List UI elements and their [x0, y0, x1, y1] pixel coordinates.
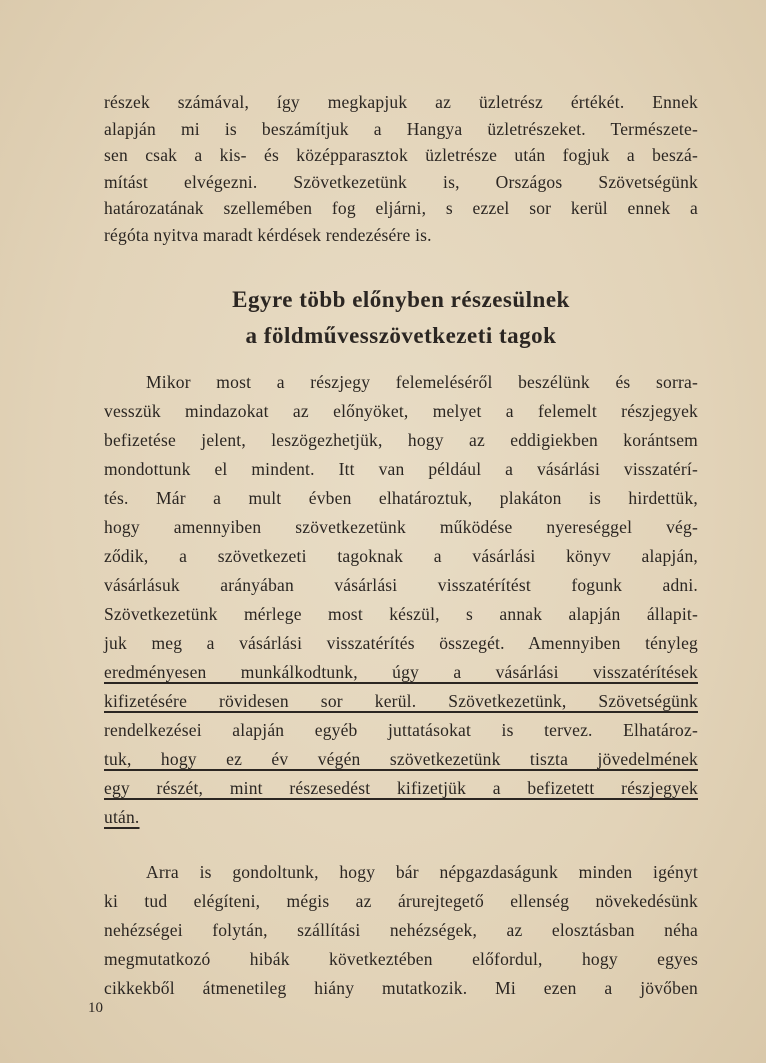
text-line: cikkekből átmenetileg hiány mutatkozik. Mi ezen a jövőben — [104, 978, 698, 998]
text-line: ződik, a szövetkezeti tagoknak a vásárlási könyv alapján, — [104, 546, 698, 566]
text-line: rendelkezései alapján egyéb juttatásokat is tervez. Elhatároz- — [104, 720, 698, 740]
text-line: Mikor most a részjegy felemeléséről beszélünk és sorra- — [146, 372, 698, 392]
text-line: ki tud elégíteni, mégis az árurejtegető ellenség növekedésünk — [104, 891, 698, 911]
text-line-underlined: tuk, hogy ez év végén szövetkezetünk tiszta jövedelmének — [104, 749, 698, 769]
text-line-underlined: kifizetésére rövidesen sor kerül. Szövetkezetünk, Szövetségünk — [104, 691, 698, 711]
text-line: tés. Már a mult évben elhatároztuk, plakáton is hirdettük, — [104, 488, 698, 508]
text-line: Szövetkezetünk mérlege most készül, s annak alapján állapit- — [104, 604, 698, 624]
text-line-underlined: eredményesen munkálkodtunk, úgy a vásárlási visszatérítések — [104, 662, 698, 682]
text-line: sen csak a kis- és középparasztok üzletrésze után fogjuk a beszá- — [104, 145, 698, 165]
text-line: hogy amennyiben szövetkezetünk működése nyereséggel vég- — [104, 517, 698, 537]
text-line: mondottunk el mindent. Itt van például a vásárlási visszatérí- — [104, 459, 698, 479]
text-line: befizetése jelent, leszögezhetjük, hogy az eddigiekben korántsem — [104, 430, 698, 450]
text-line: régóta nyitva maradt kérdések rendezésére is. — [104, 224, 432, 245]
text-line: mítást elvégezni. Szövetkezetünk is, Országos Szövetségünk — [104, 171, 698, 192]
paragraph-1 — [104, 89, 698, 248]
text-line: nehézségei folytán, szállítási nehézségek, az elosztásban néha — [104, 920, 698, 940]
text-line-underlined-partial: juk meg a vásárlási visszatérítés összegét. Amennyiben tényleg — [104, 633, 698, 653]
text-line: megmutatkozó hibák következtében előfordul, hogy egyes — [104, 949, 698, 969]
page-number: 10 — [88, 1000, 103, 1016]
text-line: határozatának szellemében fog eljárni, s ezzel sor kerül ennek a — [104, 198, 698, 218]
text-line-underlined: egy részét, mint részesedést kifizetjük a befizetett részjegyek — [104, 778, 698, 798]
text-line: részek számával, így megkapjuk az üzletrész értékét. Ennek — [104, 92, 698, 112]
text-line: alapján mi is beszámítjuk a Hangya üzletrészeket. Természete- — [104, 118, 698, 139]
section-heading-line-2: a földművesszövetkezeti tagok — [245, 323, 557, 348]
text-line-underlined: után. — [104, 807, 140, 827]
paragraph-2 — [104, 368, 698, 832]
text-line: Arra is gondoltunk, hogy bár népgazdaságunk minden igényt — [146, 862, 698, 882]
text-line: vesszük mindazokat az előnyöket, melyet a felemelt részjegyek — [104, 401, 698, 421]
text-line: vásárlásuk arányában vásárlási visszatérítést fogunk adni. — [104, 575, 698, 595]
paragraph-3 — [104, 858, 698, 1003]
section-heading-line-1: Egyre több előnyben részesülnek — [232, 287, 570, 312]
